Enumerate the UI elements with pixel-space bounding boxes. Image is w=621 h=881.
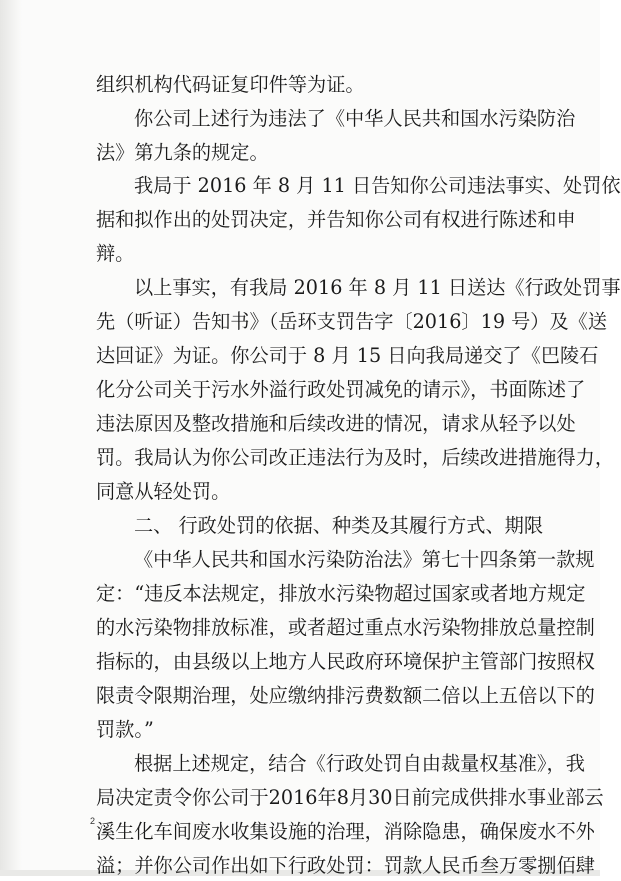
text-line: 的水污染物排放标准，或者超过重点水污染物排放总量控制 — [96, 616, 595, 639]
text-line: 根据上述规定，结合《行政处罚自由裁量权基准》，我 — [134, 752, 585, 775]
text-line: 据和拟作出的处罚决定，并告知你公司有权进行陈述和申 — [96, 208, 576, 231]
page-edge-shadow — [0, 0, 22, 876]
text-line: 先（听证）告知书》（岳环支罚告字〔2016〕19 号）及《送 — [96, 310, 608, 333]
text-line: 同意从轻处罚。 — [96, 480, 231, 503]
text-line: 以上事实，有我局 2016 年 8 月 11 日送达《行政处罚事 — [134, 276, 621, 299]
text-line: 辩。 — [96, 242, 135, 265]
text-line: 指标的，由县级以上地方人民政府环境保护主管部门按照权 — [96, 650, 595, 673]
text-line: 罚款。” — [96, 718, 154, 741]
page-number: 2 — [90, 816, 96, 826]
text-line: 达回证》为证。你公司于 8 月 15 日向我局递交了《巴陵石 — [96, 344, 599, 367]
text-line: 局决定责令你公司于2016年8月30日前完成供排水事业部云 — [96, 786, 604, 809]
text-line: 定：“违反本法规定，排放水污染物超过国家或者地方规定 — [96, 582, 586, 605]
text-line: 组织机构代码证复印件等为证。 — [96, 73, 365, 96]
text-line: 罚。我局认为你公司改正违法行为及时，后续改进措施得力， — [96, 446, 615, 469]
section-heading: 二、 行政处罚的依据、种类及其履行方式、期限 — [134, 514, 544, 537]
text-line: 法》第九条的规定。 — [96, 141, 269, 164]
text-line: 化分公司关于污水外溢行政处罚减免的请示》，书面陈述了 — [96, 378, 586, 401]
text-line: 《中华人民共和国水污染防治法》第七十四条第一款规 — [134, 548, 595, 571]
text-line: 我局于 2016 年 8 月 11 日告知你公司违法事实、处罚依 — [134, 174, 621, 197]
text-line: 违法原因及整改措施和后续改进的情况，请求从轻予以处 — [96, 412, 576, 435]
text-line: 溪生化车间废水收集设施的治理，消除隐患，确保废水不外 — [96, 820, 595, 843]
text-line: 溢；并你公司作出如下行政处罚：罚款人民币叁万零捌佰肆 — [96, 854, 595, 877]
text-line: 你公司上述行为违法了《中华人民共和国水污染防治 — [134, 107, 576, 130]
text-line: 限责令限期治理，处应缴纳排污费数额二倍以上五倍以下的 — [96, 684, 595, 707]
